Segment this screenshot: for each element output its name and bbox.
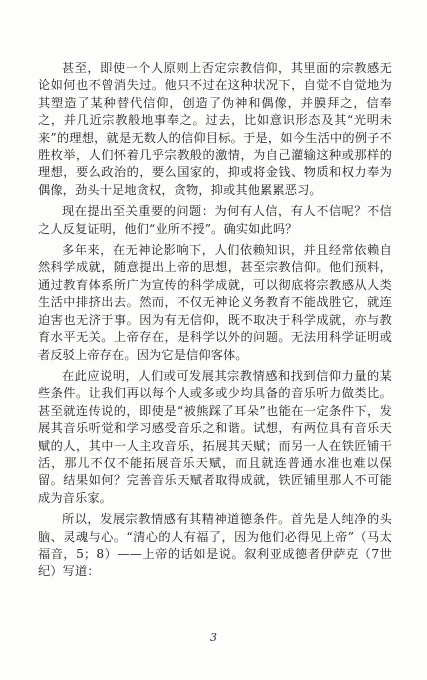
paragraph-3: 多年来，在无神论影响下，人们依赖知识，并且经常依赖自然科学成就，随意提出上帝的思想，甚至宗教信仰。他们预料，通过教育体系所广为宣传的科学成就，可以彻底将宗教感从人类生活中排挤出去。然而，不仅无神论义务教育不能战胜它，就连迫害也无济于事。因为有无信仰，既不取决于科学成就，亦与教育水平无关。上帝存在，是科学以外的问题。无法用科学证明或者反驳上帝存在。因为它是信仰客体。: [38, 243, 392, 362]
paragraph-2: 现在提出至关重要的问题：为何有人信，有人不信呢？不信之人反复证明，他们“业所不授”。确实如此吗？: [38, 204, 392, 236]
paragraph-4: 在此应说明，人们或可发展其宗教情感和找到信仰力量的某些条件。让我们再以每个人或多或少均具备的音乐听力做类比。甚至就连传说的，即使是“被熊踩了耳朵”也能在一定条件下，发展其音乐听觉和学习感受音乐之和谐。试想，有两位具有音乐天赋的人，其中一人主攻音乐，拓展其天赋；而另一人在铁匠铺干活，那儿不仅不能拓展音乐天赋，而且就连普通水准也难以保留。结果如何？完善音乐天赋者取得成就，铁匠铺里那人不可能成为音乐家。: [38, 368, 392, 505]
paragraph-1: 甚至，即使一个人原则上否定宗教信仰，其里面的宗教感无论如何也不曾消失过。他只不过在这种状况下，自觉不自觉地为其塑造了某种替代信仰，创造了伪神和偶像，并膜拜之，信奉之，并几近宗教般地事奉之。过去，比如意识形态及其“光明未来”的理想，就是无数人的信仰目标。于是，如今生活中的例子不胜枚举，人们怀着几乎宗教般的激情，为自己灌输这种或那样的理想，要么政治的，要么国家的，抑或将金钱、物质和权力奉为偶像，劲头十足地贪权，贪物，抑或其他累累恶习。: [38, 61, 392, 197]
page-number: 3: [210, 631, 217, 644]
paragraph-5: 所以，发展宗教情感有其精神道德条件。首先是人纯净的头脑、灵魂与心。“清心的人有福了，因为他们必得见上帝”（马太福音，5；8）——上帝的话如是说。叙利亚成德者伊萨克（7世纪）写道：: [38, 512, 392, 579]
text-body: [38, 60, 392, 585]
